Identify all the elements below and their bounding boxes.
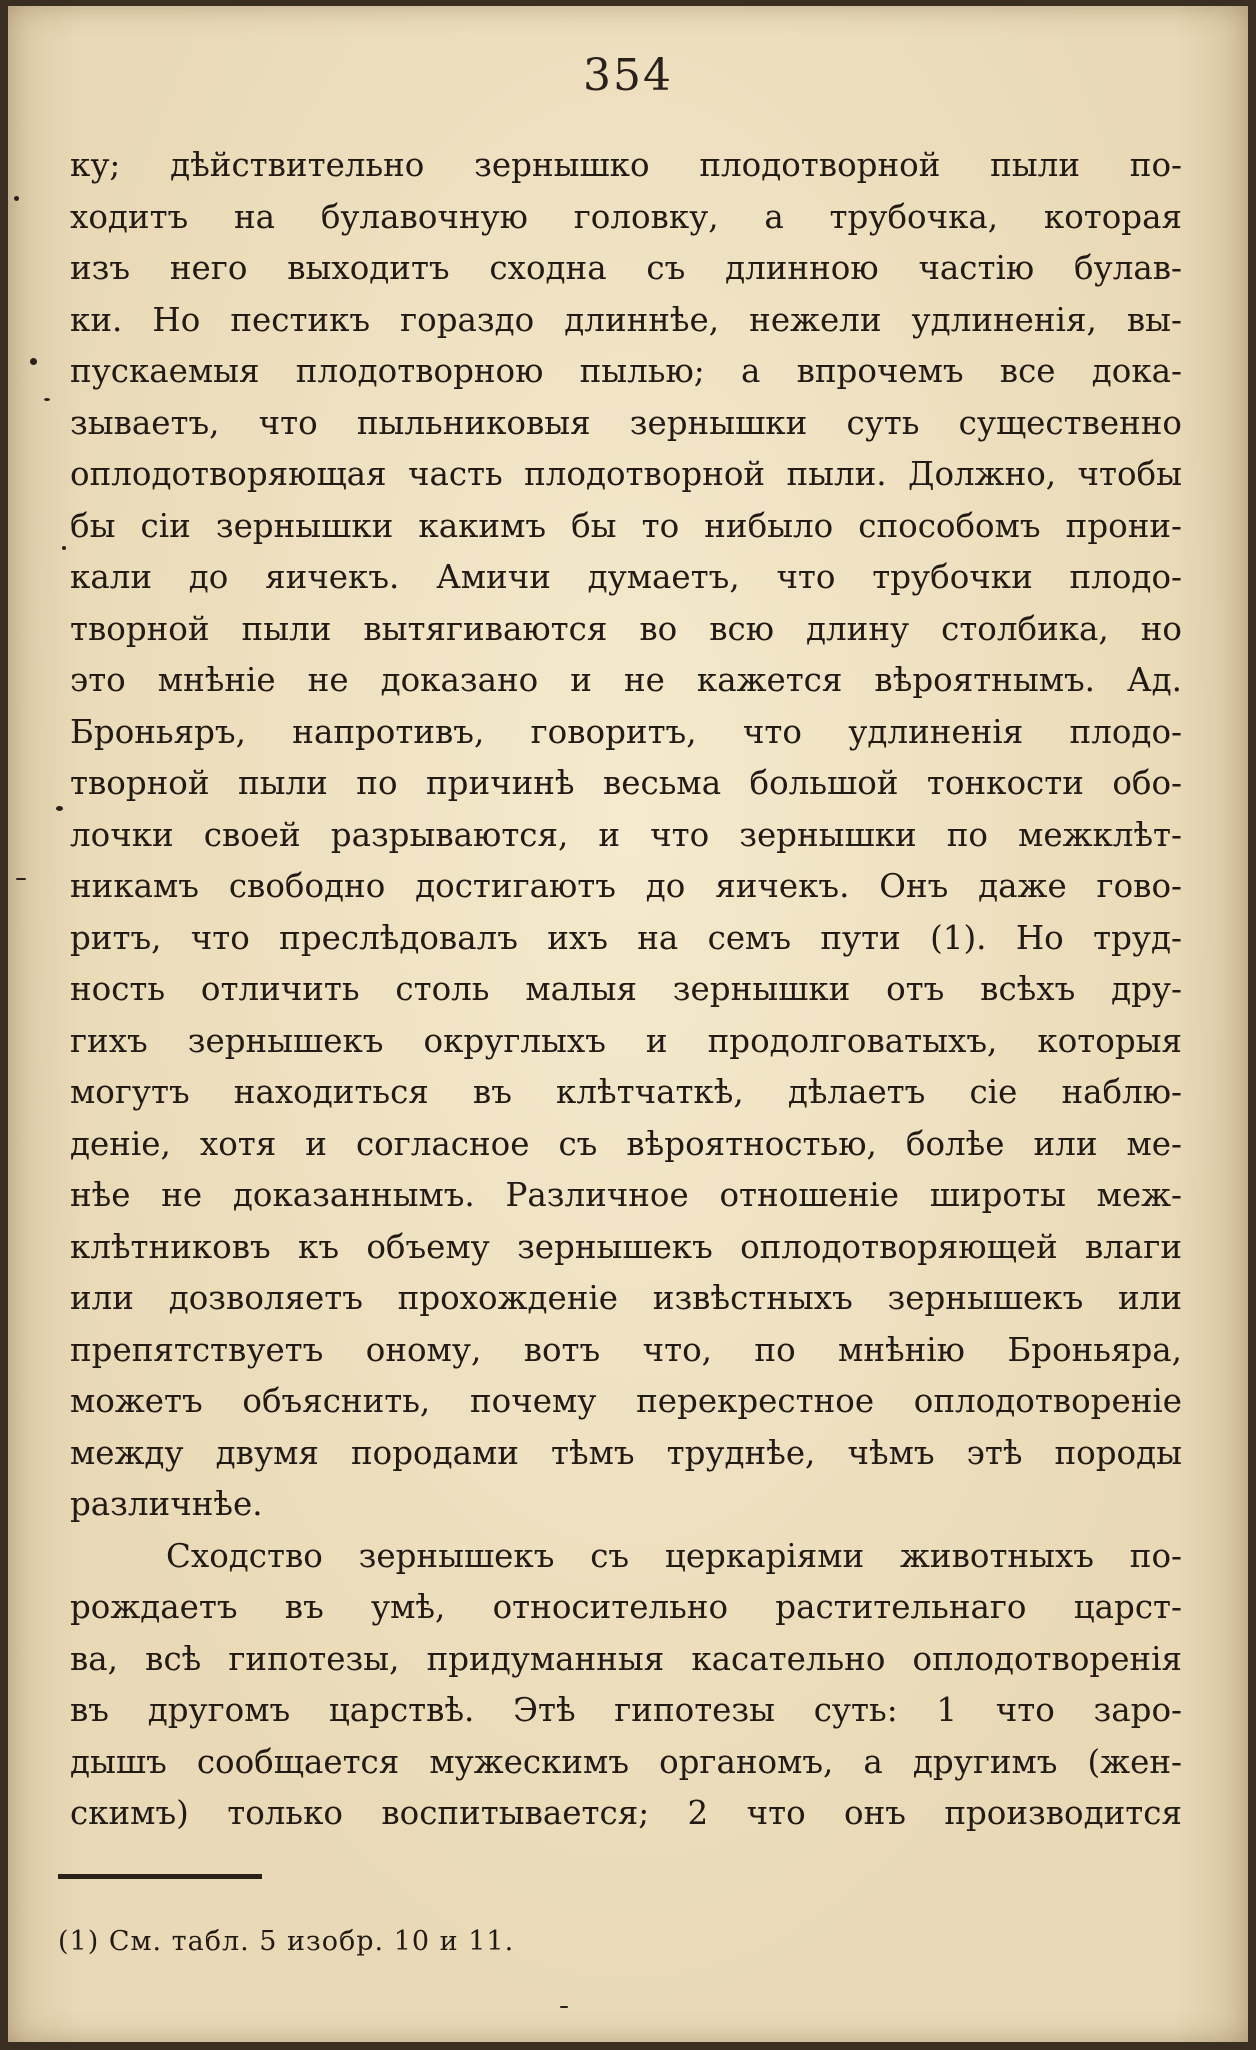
text-line: препятствуетъ оному, вотъ что, по мнѣнію Броньяра, <box>70 1330 1182 1369</box>
print-speck <box>30 358 37 365</box>
body-text <box>70 140 1182 1840</box>
text-line: ность отличить столь малыя зернышки отъ всѣхъ дру- <box>70 970 1182 1008</box>
text-line: въ другомъ царствѣ. Этѣ гипотезы суть: 1 что заро- <box>70 1691 1182 1729</box>
book-page <box>8 6 1248 2042</box>
page-number: 354 <box>583 50 673 101</box>
print-speck <box>560 2006 568 2008</box>
print-speck <box>14 196 19 201</box>
text-line: ки. Но пестикъ гораздо длиннѣе, нежели удлиненія, вы- <box>70 300 1182 339</box>
text-line: клѣтниковъ къ объему зернышекъ оплодотворяющей влаги <box>70 1227 1182 1266</box>
text-line: кали до яичекъ. Амичи думаетъ, что трубочки плодо- <box>70 558 1182 596</box>
text-line: ходитъ на булавочную головку, а трубочка, которая <box>70 197 1182 236</box>
text-line: гихъ зернышекъ округлыхъ и продолговатыхъ, которыя <box>70 1021 1182 1060</box>
paragraph-start-line: Сходство зернышекъ съ церкаріями животныхъ по- <box>166 1536 1182 1575</box>
text-line: зываетъ, что пыльниковыя зернышки суть существенно <box>70 403 1182 442</box>
text-line: между двумя породами тѣмъ труднѣе, чѣмъ этѣ породы <box>70 1433 1182 1472</box>
text-line: ритъ, что преслѣдовалъ ихъ на семъ пути (1). Но труд- <box>70 918 1182 957</box>
text-line: это мнѣніе не доказано и не кажется вѣроятнымъ. Ад. <box>70 661 1182 699</box>
text-line: лочки своей разрываются, и что зернышки по межклѣт- <box>70 815 1182 854</box>
paragraph-end-line: различнѣе. <box>70 1485 263 1523</box>
text-line: пускаемыя плодотворною пылью; а впрочемъ все дока- <box>70 352 1182 390</box>
text-line: ку; дѣйствительно зернышко плодотворной пыли по- <box>70 146 1182 184</box>
text-line: творной пыли вытягиваются во всю длину столбика, но <box>70 609 1182 648</box>
text-line: изъ него выходитъ сходна съ длинною частію булав- <box>70 249 1182 287</box>
text-line: деніе, хотя и согласное съ вѣроятностью, болѣе или ме- <box>70 1124 1182 1163</box>
text-line: Броньяръ, напротивъ, говоритъ, что удлиненія плодо- <box>70 712 1182 751</box>
text-line: скимъ) только воспитывается; 2 что онъ производится <box>70 1794 1182 1832</box>
text-line: или дозволяетъ прохожденіе извѣстныхъ зернышекъ или <box>70 1279 1182 1317</box>
text-line: творной пыли по причинѣ весьма большой тонкости обо- <box>70 764 1182 802</box>
text-line: оплодотворяющая часть плодотворной пыли. Должно, чтобы <box>70 455 1182 493</box>
text-line: рождаетъ въ умѣ, относительно растительнаго царст- <box>70 1588 1182 1626</box>
text-line: могутъ находиться въ клѣтчаткѣ, дѣлаетъ сіе наблю- <box>70 1073 1182 1111</box>
text-line: можетъ объяснить, почему перекрестное оплодотвореніе <box>70 1382 1182 1420</box>
print-speck <box>44 398 50 401</box>
text-line: никамъ свободно достигаютъ до яичекъ. Онъ даже гово- <box>70 867 1182 905</box>
print-speck <box>62 546 66 550</box>
print-speck <box>16 878 26 880</box>
text-line: нѣе не доказаннымъ. Различное отношеніе широты меж- <box>70 1176 1182 1214</box>
text-line: ва, всѣ гипотезы, придуманныя касательно оплодотворенія <box>70 1639 1182 1678</box>
footnote-divider <box>58 1874 262 1879</box>
text-line: бы сіи зернышки какимъ бы то нибыло способомъ прони- <box>70 506 1182 545</box>
footnote: (1) См. табл. 5 изобр. 10 и 11. <box>58 1926 515 1957</box>
text-line: дышъ сообщается мужескимъ органомъ, а другимъ (жен- <box>70 1742 1182 1781</box>
print-speck <box>56 806 63 811</box>
